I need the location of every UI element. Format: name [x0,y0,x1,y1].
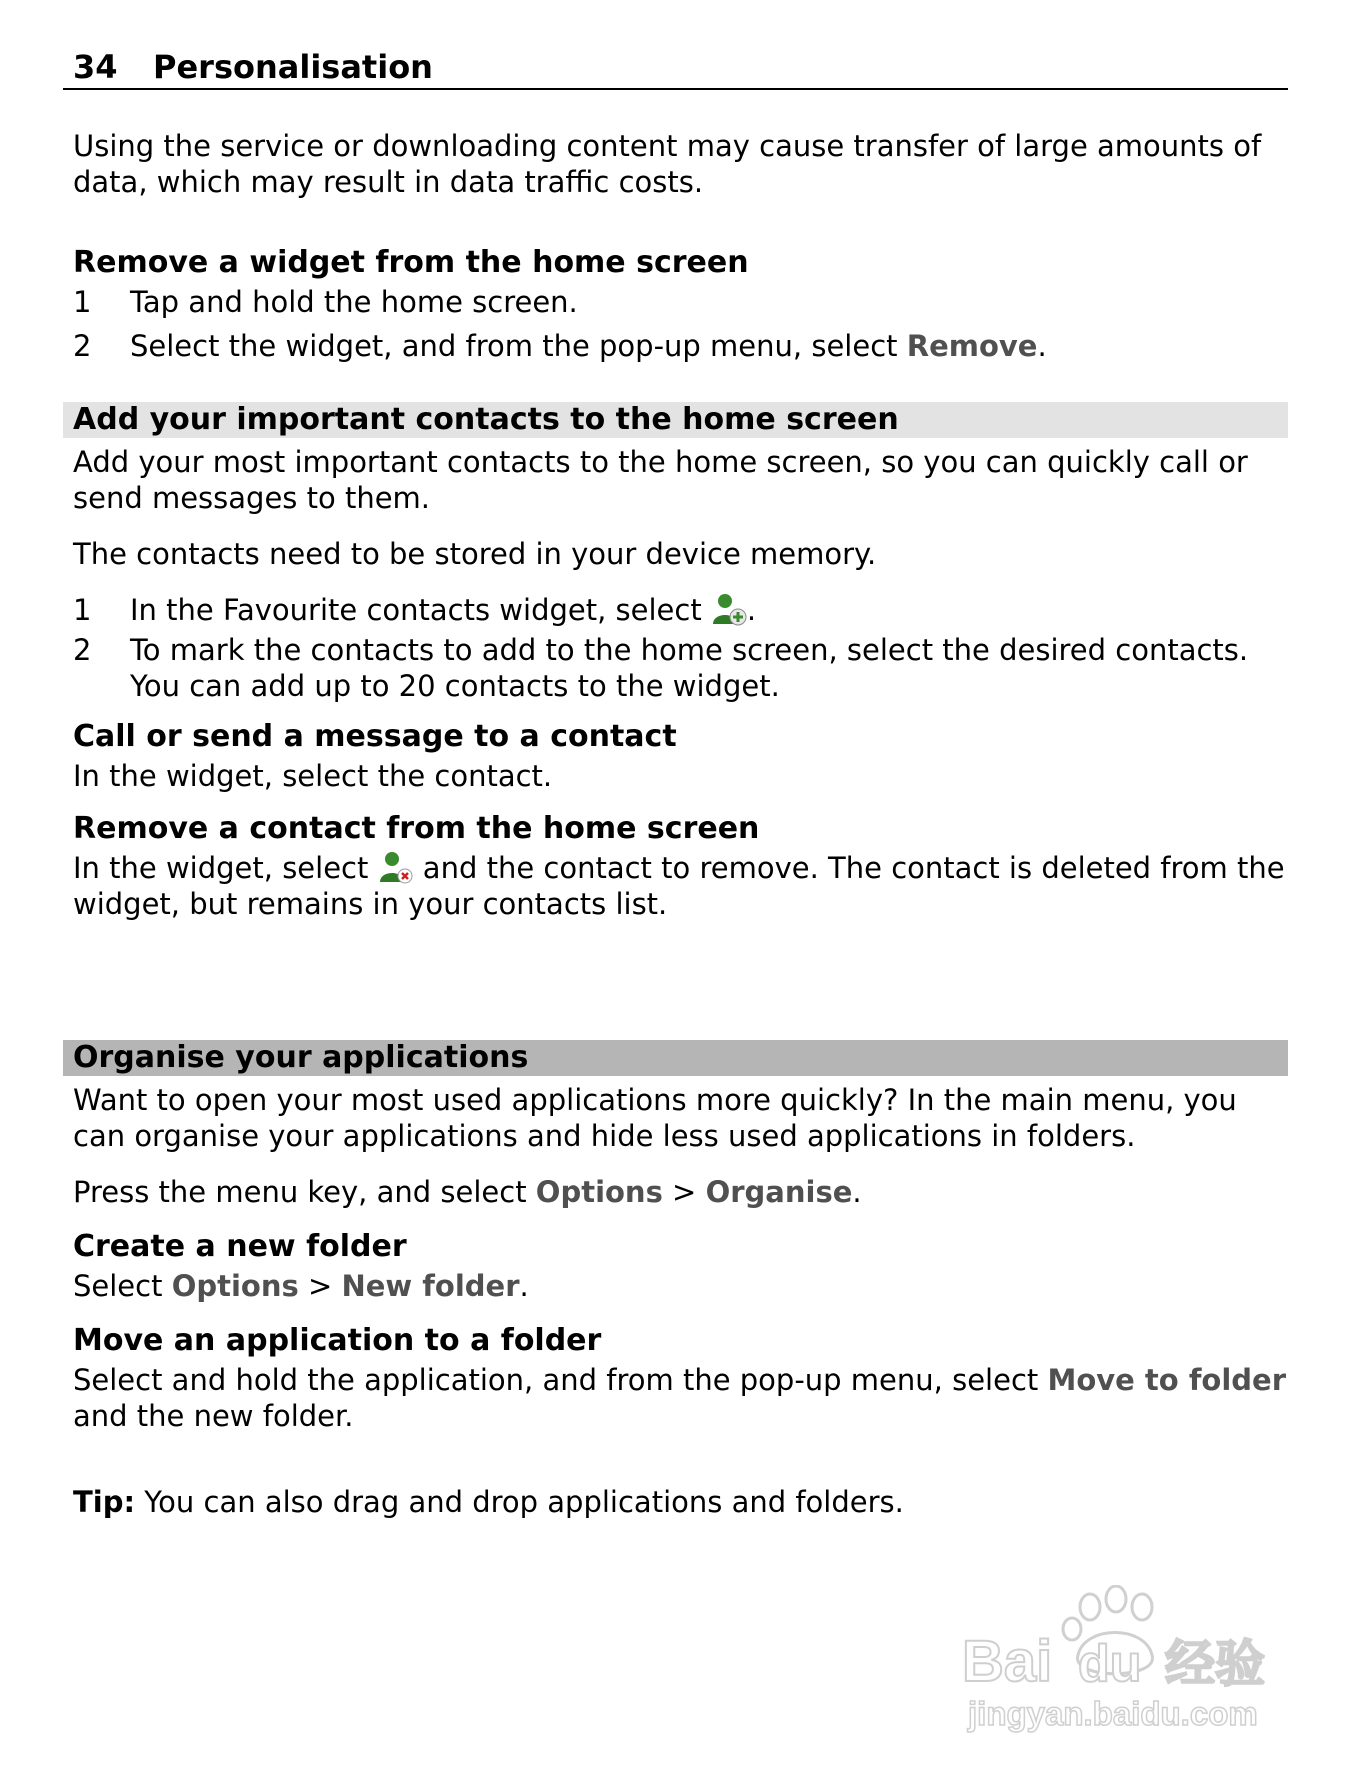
step-text: In the Favourite contacts widget, select [130,593,711,627]
remove-widget-block [63,244,1288,364]
move-app-heading: Move an application to a folder [73,1323,602,1358]
remove-contact-heading: Remove a contact from the home screen [73,811,760,846]
call-heading: Call or send a message to a contact [73,719,677,754]
step-text: Select the widget, and from the pop-up menu, select [130,329,907,363]
chapter-title: Personalisation [153,48,433,86]
apps-intro: Want to open your most used applications more quickly? In the main menu, you can organise your applications and hide less used applications in folders. [73,1083,1237,1153]
remove-widget-step-2 [63,328,1288,364]
step-punct: . [746,593,757,627]
new-folder-command: New folder [341,1269,520,1303]
menu-separator: > [298,1269,342,1303]
remove-widget-step-1 [63,284,1288,320]
text-part: Select [73,1269,172,1303]
running-header [63,46,1288,90]
tip-label: Tip: [73,1485,136,1519]
watermark-url: jingyan.baidu.com [968,1695,1258,1732]
remove-contact-icon [378,850,414,884]
contacts-memory-note: The contacts need to be stored in your device memory. [73,537,877,571]
step-number: 2 [73,633,92,667]
tip-text: You can also drag and drop applications and folders. [135,1485,904,1519]
options-command: Options [535,1175,663,1209]
intro-block [63,128,1288,200]
svg-text:Bai: Bai [962,1629,1053,1694]
create-folder-text [63,1268,1288,1304]
apps-section-title: Organise your applications [63,1040,1288,1076]
remove-command: Remove [906,329,1038,363]
text-part: . [852,1175,862,1209]
contacts-intro: Add your most important contacts to the home screen, so you can quickly call or send messages to them. [73,445,1248,515]
contacts-step-2 [63,632,1288,704]
contacts-section-title: Add your important contacts to the home screen [63,402,1288,438]
page-number: 34 [73,48,118,86]
text-part: . [519,1269,529,1303]
text-part: Select and hold the application, and from the pop-up menu, select [73,1363,1048,1397]
remove-contact-text [63,850,1288,922]
text-part: Press the menu key, and select [73,1175,536,1209]
svg-text:经验: 经验 [1165,1635,1265,1693]
step-text: Tap and hold the home screen. [130,285,578,319]
step-punct: . [1037,329,1047,363]
step-number: 2 [73,329,92,363]
contacts-step-1 [63,592,1288,628]
move-app-text [63,1362,1288,1434]
create-folder-heading: Create a new folder [73,1229,407,1264]
menu-separator: > [662,1175,706,1209]
organise-instruction [63,1174,1288,1210]
organise-command: Organise [705,1175,853,1209]
apps-section [63,1040,1288,1520]
text-part: and the new folder. [73,1399,354,1433]
remove-widget-heading: Remove a widget from the home screen [73,245,749,280]
intro-paragraph: Using the service or downloading content may cause transfer of large amounts of data, which may result in data traffic costs. [73,129,1262,199]
step-number: 1 [73,593,92,627]
step-text: To mark the contacts to add to the home screen, select the desired contacts. You can add up to 20 contacts to the widget. [130,633,1249,703]
text-part: and the contact to remove. The contact is deleted from the widget, but remains in your contacts list. [73,851,1285,921]
baidu-watermark [960,1585,1290,1735]
add-contact-icon [711,592,747,626]
text-part: In the widget, select [73,851,378,885]
svg-text:du: du [1078,1635,1142,1693]
tip [63,1484,1288,1520]
contacts-section [63,402,1288,922]
options-command: Options [171,1269,299,1303]
step-number: 1 [73,285,92,319]
call-text: In the widget, select the contact. [73,759,553,793]
move-to-folder-command: Move to folder [1047,1363,1287,1397]
